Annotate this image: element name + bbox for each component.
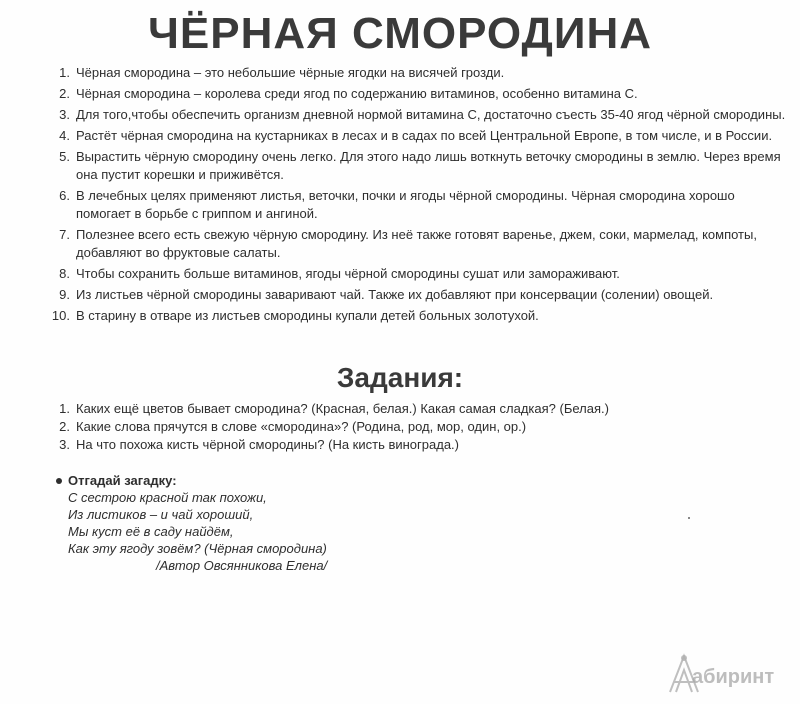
item-number: 1. [59,401,70,416]
item-number: 4. [59,128,70,143]
item-text: В лечебных целях применяют листья, веточки, почки и ягоды чёрной смородины. Чёрная смородина хорошо помогает в борьбе с гриппом и ангиной. [76,188,735,221]
item-number: 7. [59,227,70,242]
item-text: Каких ещё цветов бывает смородина? (Красная, белая.) Какая самая сладкая? (Белая.) [76,401,609,416]
list-item [48,64,788,82]
riddle-heading: Отгадай загадку: [68,473,177,488]
item-text: Вырастить чёрную смородину очень легко. Для этого надо лишь воткнуть веточку смородины в землю. Через время она пустит корешки и приживётся. [76,149,781,182]
list-item [48,187,788,223]
watermark [666,648,786,694]
item-number: 3. [59,107,70,122]
item-number: 10. [51,308,70,323]
list-item [48,106,788,124]
item-number: 9. [59,287,70,302]
item-text: Полезнее всего есть свежую чёрную смородину. Из неё также готовят варенье, джем, соки, мармелад, компоты, добавляют во фруктовые салаты. [76,227,757,260]
list-item [48,148,788,184]
item-text: Какие слова прячутся в слове «смородина»? (Родина, род, мор, один, ор.) [76,419,527,434]
facts-list [48,64,788,325]
list-item [48,226,788,262]
item-text: Для того,чтобы обеспечить организм дневной нормой витамина С, достаточно съесть 35-40 ягод чёрной смородины. [76,107,786,122]
item-number: 5. [59,149,70,164]
tasks-list [48,400,788,454]
riddle-line: Из листиков – и чай хороший, [68,507,254,522]
list-item [48,265,788,283]
riddle-line: Как эту ягоду зовём? (Чёрная смородина) [68,541,327,556]
scan-speck [688,517,690,519]
item-number: 2. [59,419,70,434]
item-text: Растёт чёрная смородина на кустарниках в лесах и в садах по всей Центральной Европе, в том числе, и в России. [76,128,773,143]
bullet-icon [56,478,62,484]
page-title: ЧЁРНАЯ СМОРОДИНА [147,9,653,58]
riddle-heading-row [56,472,556,489]
item-text: Чёрная смородина – это небольшие чёрные ягодки на висячей грозди. [76,65,505,80]
watermark-text: абиринт [692,666,775,688]
riddle-author: /Автор Овсянникова Елена/ [156,558,328,573]
item-number: 8. [59,266,70,281]
list-item [48,127,788,145]
tasks-heading: Задания: [336,362,464,393]
list-item [48,307,788,325]
item-text: Чёрная смородина – королева среди ягод по содержанию витаминов, особенно витамина С. [76,86,638,101]
item-text: В старину в отваре из листьев смородины купали детей больных золотухой. [76,308,539,323]
item-text: Чтобы сохранить больше витаминов, ягоды чёрной смородины сушат или замораживают. [76,266,620,281]
riddle-block [56,472,556,574]
item-number: 3. [59,437,70,452]
list-item [48,286,788,304]
list-item [48,418,788,436]
riddle-line: С сестрою красной так похожи, [68,490,267,505]
item-number: 6. [59,188,70,203]
item-text: На что похожа кисть чёрной смородины? (На кисть винограда.) [76,437,459,452]
riddle-line: Мы куст её в саду найдём, [68,524,234,539]
list-item [48,85,788,103]
list-item [48,436,788,454]
item-number: 1. [59,65,70,80]
item-text: Из листьев чёрной смородины заваривают чай. Также их добавляют при консервации (солении) овощей. [76,287,714,302]
item-number: 2. [59,86,70,101]
list-item [48,400,788,418]
